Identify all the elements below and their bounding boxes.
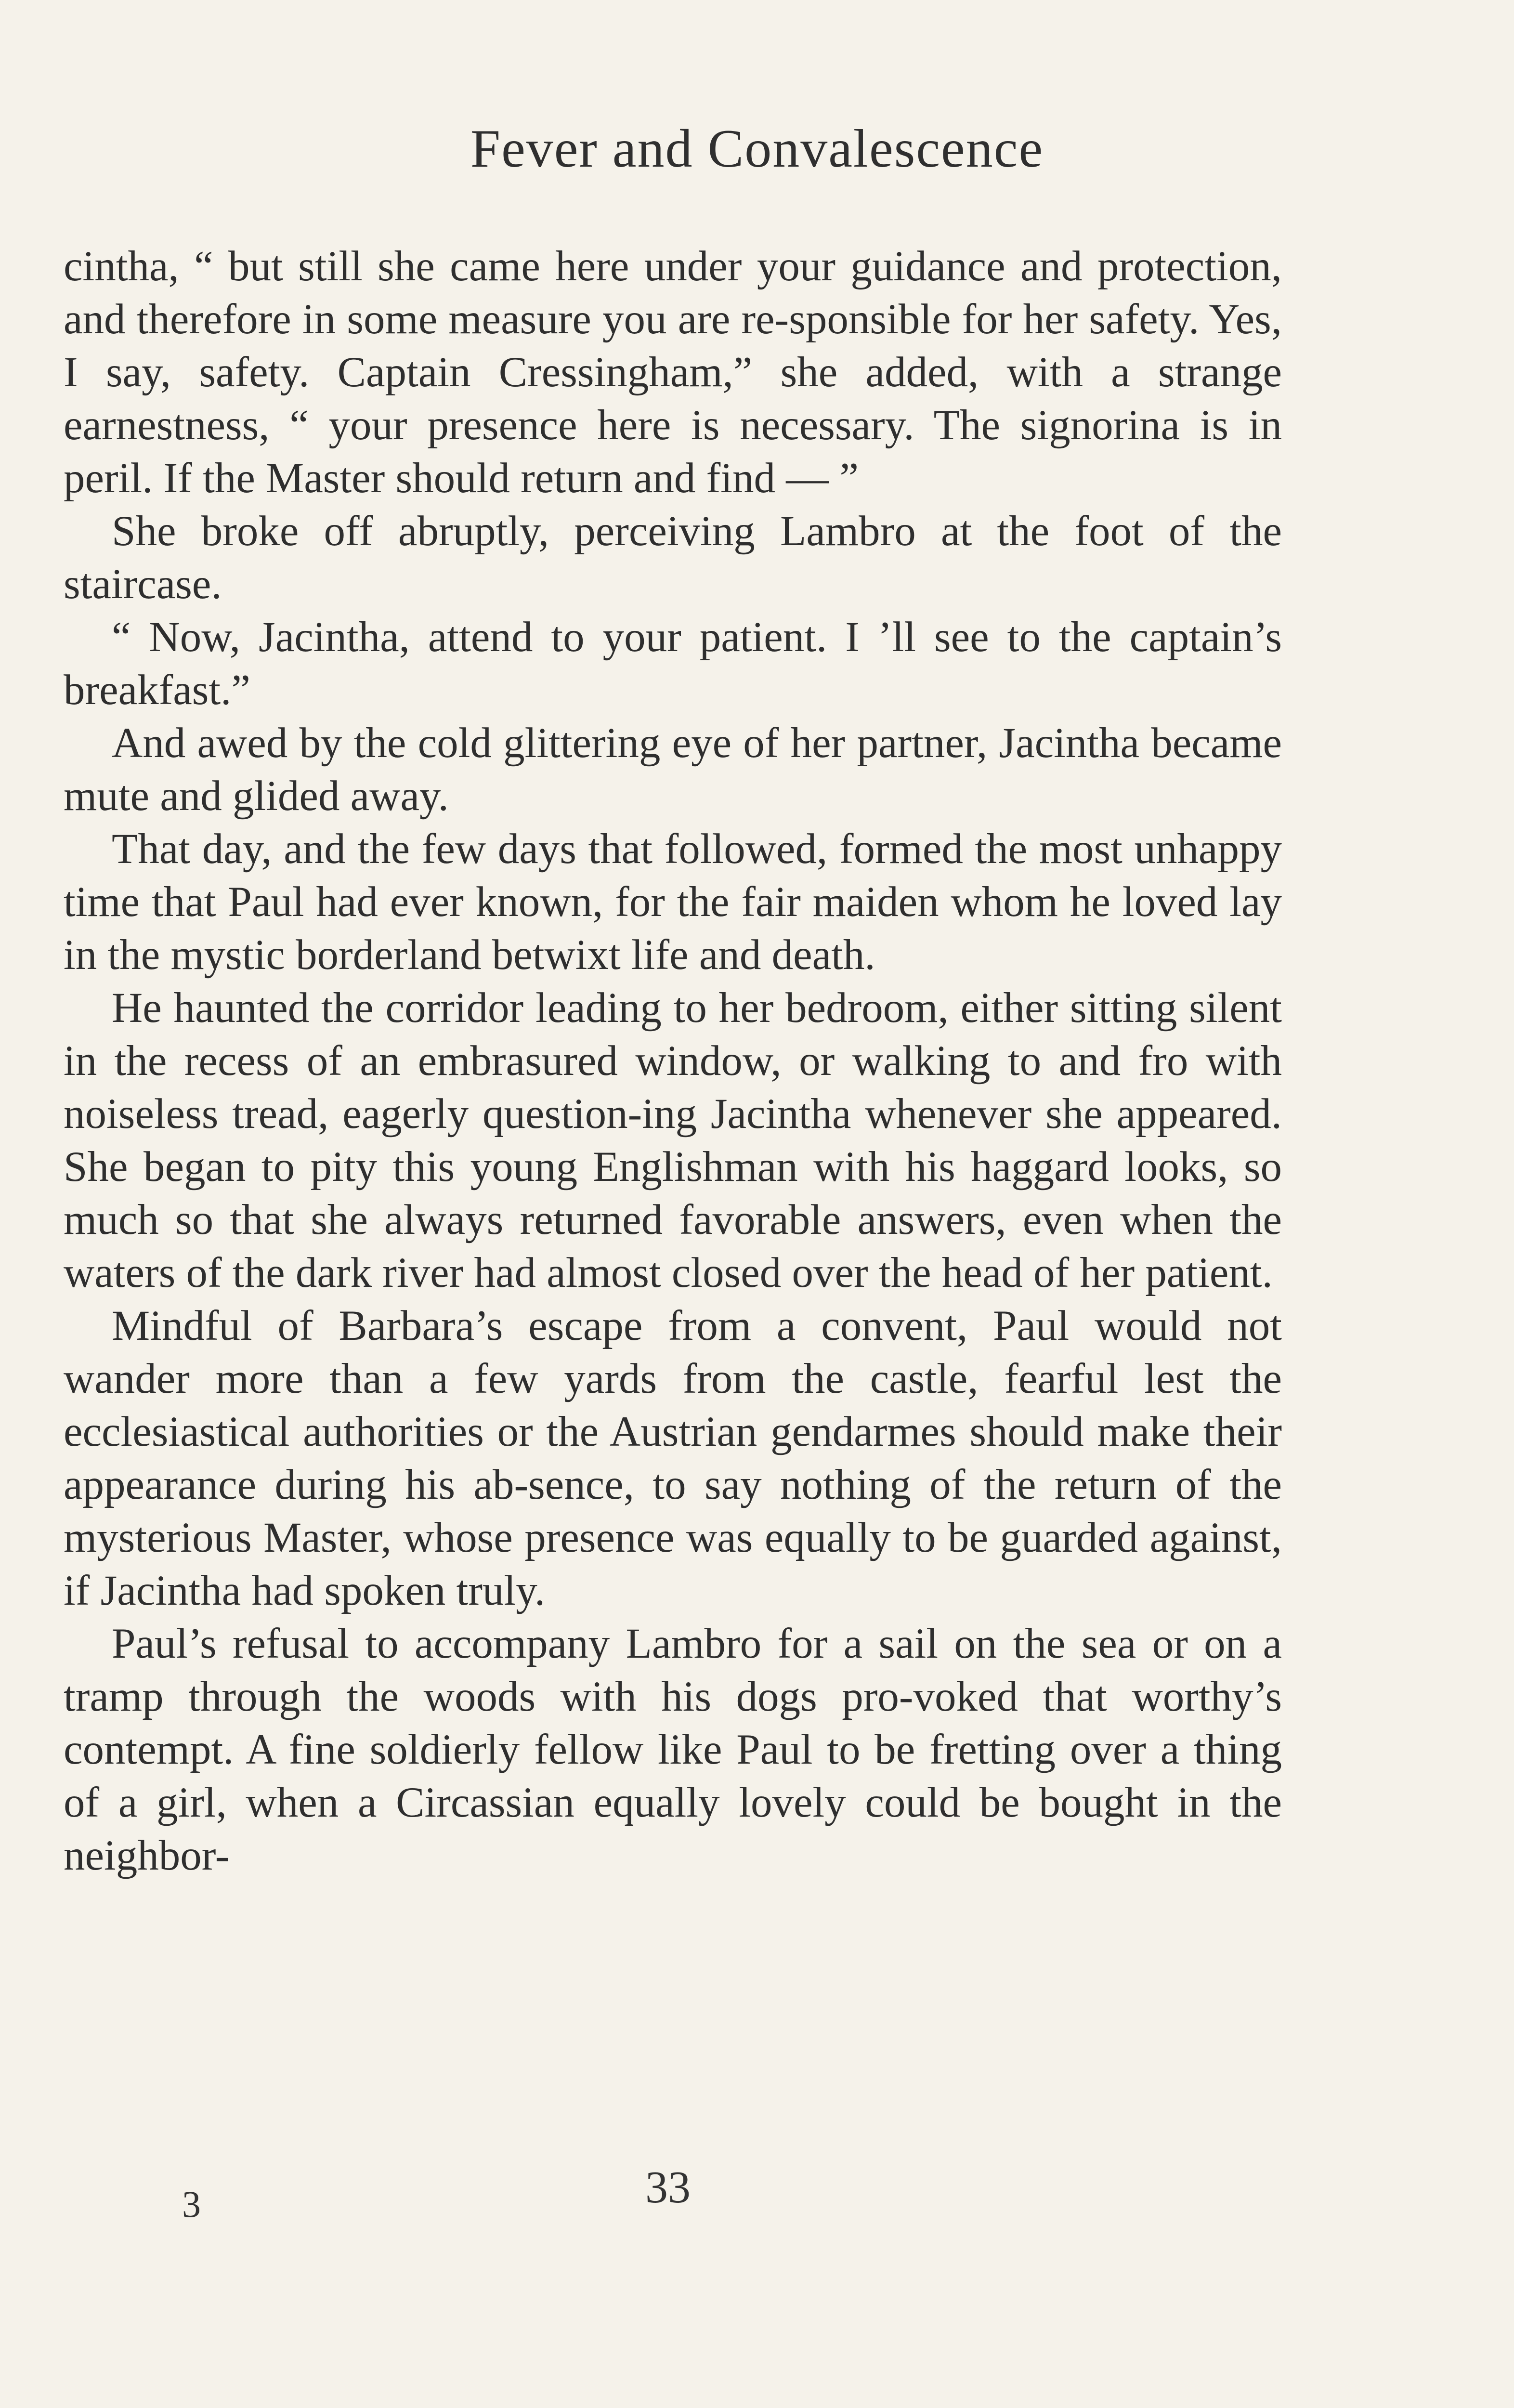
running-head: Fever and Convalescence: [470, 119, 1044, 179]
signature-mark: 3: [182, 2183, 201, 2225]
paragraph: Paul’s refusal to accompany Lambro for a sail on the sea or on a tramp through the woods with his dogs pro-voked that worthy’s contempt. A fine soldierly fellow like Paul to be fretting over a thing of a girl, when a Circassian equally lovely could be bought in the neighbor-: [64, 1620, 1282, 1879]
paragraph: And awed by the cold glittering eye of her partner, Jacintha became mute and glided away.: [64, 720, 1282, 820]
body-text: [64, 240, 1282, 1882]
page-number: 33: [645, 2162, 691, 2212]
paragraph: She broke off abruptly, perceiving Lambro at the foot of the staircase.: [64, 508, 1282, 608]
paragraph: He haunted the corridor leading to her bedroom, either sitting silent in the recess of an embrasured window, or walking to and fro with noiseless tread, eagerly question-ing Jacintha whenever she appeared. She began to pity this young Englishman with his haggard looks, so much so that she always returned favorable answers, even when the waters of the dark river had almost closed over the head of her patient.: [64, 984, 1282, 1296]
paragraph: “ Now, Jacintha, attend to your patient. I ’ll see to the captain’s breakfast.”: [64, 614, 1282, 714]
paragraph: Mindful of Barbara’s escape from a convent, Paul would not wander more than a few yards from the castle, fearful lest the ecclesiastical authorities or the Austrian gendarmes should make their appearance during his ab-sence, to say nothing of the return of the mysterious Master, whose presence was equally to be guarded against, if Jacintha had spoken truly.: [64, 1302, 1282, 1614]
paragraph: cintha, “ but still she came here under your guidance and protection, and therefore in some measure you are re-sponsible for her safety. Yes, I say, safety. Captain Cressingham,” she added, with a strange earnestness, “ your presence here is necessary. The signorina is in peril. If the Master should return and find — ”: [64, 243, 1282, 502]
paragraph: That day, and the few days that followed, formed the most unhappy time that Paul had ever known, for the fair maiden whom he loved lay in the mystic borderland betwixt life and death.: [64, 825, 1282, 979]
